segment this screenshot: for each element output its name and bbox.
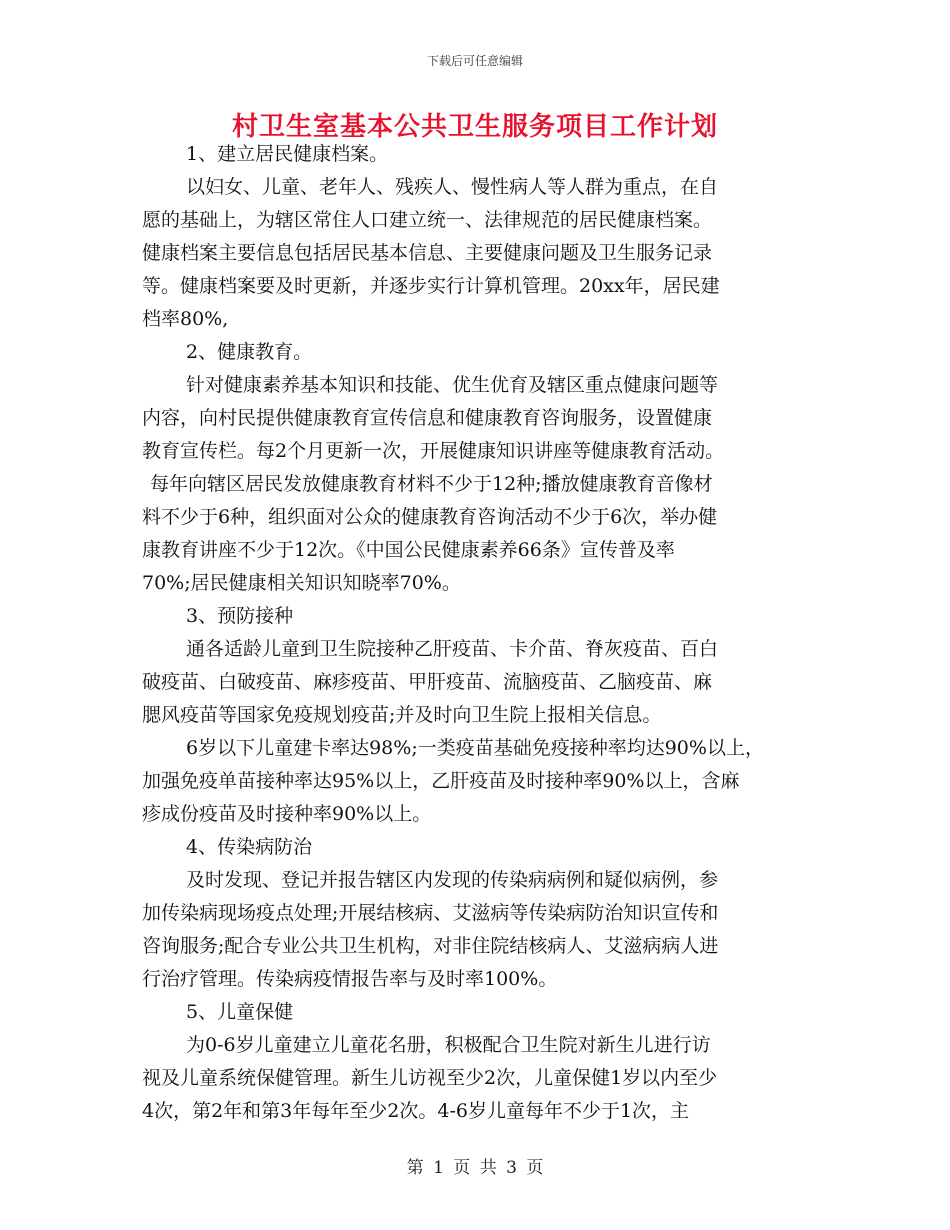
text-line: 愿的基础上，为辖区常住人口建立统一、法律规范的居民健康档案。	[142, 209, 713, 231]
text-line: 料不少于6种，组织面对公众的健康教育咨询活动不少于6次，举办健	[142, 506, 718, 528]
text-line: 通各适龄儿童到卫生院接种乙肝疫苗、卡介苗、脊灰疫苗、百白	[186, 638, 719, 660]
text-line: 破疫苗、白破疫苗、麻疹疫苗、甲肝疫苗、流脑疫苗、乙脑疫苗、麻	[142, 671, 713, 693]
text-line: 教育宣传栏。每2个月更新一次，开展健康知识讲座等健康教育活动。	[142, 440, 725, 462]
text-line: 1、建立居民健康档案。	[186, 143, 389, 165]
text-line: 针对健康素养基本知识和技能、优生优育及辖区重点健康问题等	[186, 374, 719, 396]
document-body	[142, 138, 810, 1128]
text-line: 腮风疫苗等国家免疫规划疫苗;并及时向卫生院上报相关信息。	[142, 704, 662, 726]
text-line: 4、传染病防治	[186, 836, 313, 858]
text-line: 以妇女、儿童、老年人、残疾人、慢性病人等人群为重点，在自	[186, 176, 719, 198]
text-line: 内容，向村民提供健康教育宣传信息和健康教育咨询服务，设置健康	[142, 407, 713, 429]
text-line: 等。健康档案要及时更新，并逐步实行计算机管理。20xx年，居民建	[142, 275, 720, 297]
text-line: 康教育讲座不少于12次。《中国公民健康素养66条》宣传普及率	[142, 539, 675, 561]
text-line: 5、儿童保健	[186, 1001, 294, 1023]
text-line: 为0-6岁儿童建立儿童花名册，积极配合卫生院对新生儿进行访	[186, 1034, 711, 1056]
text-line: 3、预防接种	[186, 605, 294, 627]
text-line: 咨询服务;配合专业公共卫生机构，对非住院结核病人、艾滋病病人进	[142, 935, 719, 957]
text-line: 疹成份疫苗及时接种率90%以上。	[142, 803, 432, 825]
text-line: 2、健康教育。	[186, 341, 313, 363]
page-header: 下载后可任意编辑	[426, 54, 523, 68]
text-line: 加传染病现场疫点处理;开展结核病、艾滋病等传染病防治知识宣传和	[142, 902, 719, 924]
text-line: 行治疗管理。传染病疫情报告率与及时率100%。	[142, 968, 558, 990]
text-line: 加强免疫单苗接种率达95%以上，乙肝疫苗及时接种率90%以上，含麻	[142, 770, 740, 792]
text-line: 70%;居民健康相关知识知晓率70%。	[142, 572, 461, 594]
text-line: 视及儿童系统保健管理。新生儿访视至少2次，儿童保健1岁以内至少	[142, 1067, 718, 1089]
text-line: 健康档案主要信息包括居民基本信息、主要健康问题及卫生服务记录	[142, 242, 713, 264]
text-line: 6岁以下儿童建卡率达98%;一类疫苗基础免疫接种率均达90%以上，	[186, 737, 764, 759]
text-line: 及时发现、登记并报告辖区内发现的传染病病例和疑似病例，参	[186, 869, 719, 891]
text-line: 档率80%,	[142, 308, 229, 330]
page-footer: 第 1 页 共 3 页	[406, 1158, 544, 1178]
text-line: 每年向辖区居民发放健康教育材料不少于12种;播放健康教育音像材	[150, 473, 713, 495]
text-line: 4次，第2年和第3年每年至少2次。4-6岁儿童每年不少于1次，主	[142, 1100, 690, 1122]
document-title: 村卫生室基本公共卫生服务项目工作计划	[231, 112, 718, 142]
